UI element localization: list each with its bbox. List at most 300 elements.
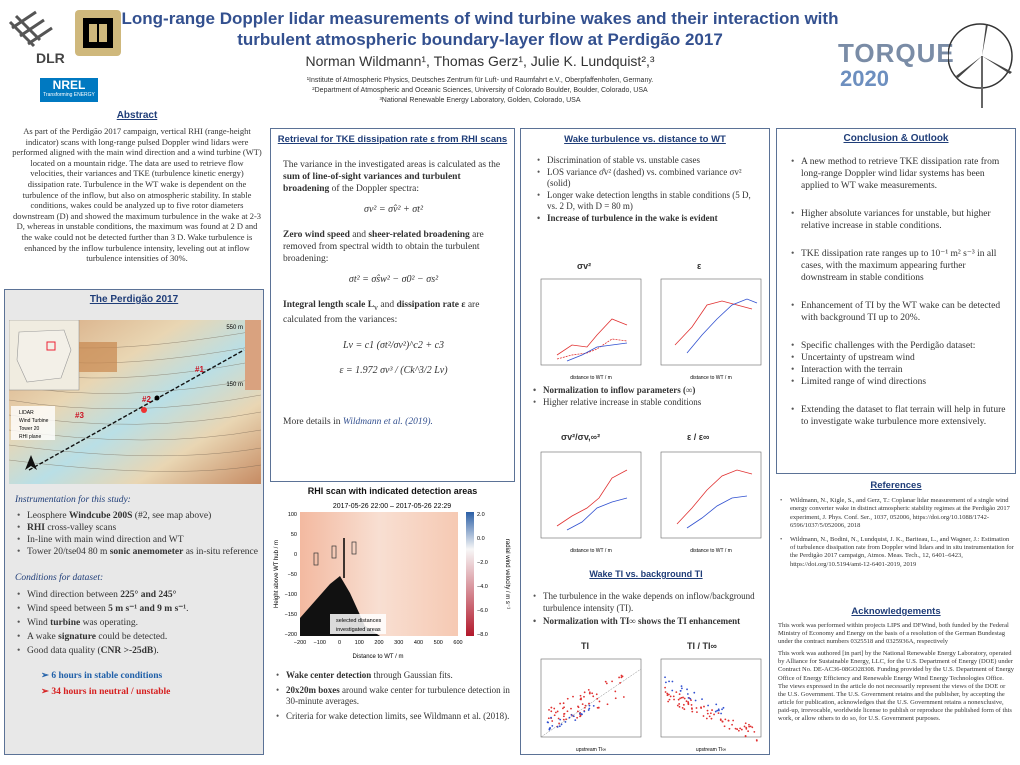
scatter-point	[718, 712, 720, 714]
nrel-text: NREL	[52, 78, 86, 92]
cond-item: • Wind speed between 5 m s⁻¹ and 9 m s⁻¹.	[15, 602, 259, 616]
instrumentation	[15, 494, 259, 698]
ack-p2: This work was authored [in part] by the National Renewable Energy Laboratory, operated by Alliance for Sustainable Energy, LLC, for the U.S. Department of Energy (DOE) under Contract No. DE-AC36-08GO28308. Funding provided by the U.S. Department of Energy Office of Energy Efficiency and Renewable Energy Wind Energy Technologies Office. The views expressed in the article do not necessarily represent the views of the DOE or the U.S. Government. The U.S. Government retains and the publisher, by accepting the article for publication, acknowledges that the U.S. Government retains a nonexclusive, paid-up, irrevocable, worldwide license to publish or reproduce the published form of this work, or allow others to do so, for U.S. Government purposes.	[778, 650, 1015, 723]
retrieval-panel	[270, 128, 515, 482]
scatter-point	[621, 675, 623, 677]
scatter-point	[731, 724, 733, 726]
rhi-x-tick: 400	[413, 640, 424, 646]
scatter-point	[551, 725, 553, 727]
authors: Norman Wildmann¹, Thomas Gerz¹, Julie K. Lundquist²,³	[305, 53, 655, 69]
scatter-point	[744, 726, 746, 728]
scatter-point	[679, 693, 681, 695]
rhi-colorbar-tick: 0.0	[477, 536, 485, 542]
scatter-point	[596, 693, 598, 695]
scatter-point	[673, 699, 675, 701]
scatter-point	[558, 722, 560, 724]
equation-broadening: σt² = σ̂sw² − σ0² − σs²	[348, 274, 439, 285]
scatter-point	[686, 688, 688, 690]
chart-xlabel: distance to WT / m	[690, 375, 732, 381]
scatter-point	[691, 704, 693, 706]
rhi-colorbar-tick: −2.0	[477, 560, 488, 566]
retrieval-title: Retrieval for TKE dissipation rate ε from RHI scans	[277, 134, 508, 145]
scatter-point	[664, 687, 666, 689]
scatter-point	[589, 693, 591, 695]
zoom-inset	[79, 342, 117, 372]
dlr-logo	[6, 8, 70, 66]
scatter-point	[550, 707, 552, 709]
rhi-bullet: • Criteria for wake detection limits, see Wildmann et al. (2018).	[274, 711, 512, 723]
more-details: More details in Wildmann et al. (2019).	[283, 416, 433, 427]
conclusion-panel	[776, 128, 1016, 474]
scatter-point	[605, 681, 607, 683]
legend-turbine: Wind Turbine	[19, 418, 49, 424]
torque-year: 2020	[840, 66, 889, 91]
wake-bullets	[521, 145, 769, 224]
rhi-plot	[270, 498, 515, 660]
instr-heading: Instrumentation for this study:	[15, 495, 131, 505]
conclusion-item: • Extending the dataset to flat terrain will help in future to investigate wake turbulence more extensively.	[789, 404, 1009, 428]
scatter-point	[745, 722, 747, 724]
rhi-section	[270, 486, 515, 756]
scatter-point	[583, 696, 585, 698]
scatter-point	[615, 697, 617, 699]
scatter-point	[748, 724, 750, 726]
rhi-ylabel: Height above WT hub / m	[274, 540, 280, 608]
scatter-point	[547, 722, 549, 724]
chart-eps-title: ε	[697, 261, 702, 271]
rhi-title: RHI scan with indicated detection areas	[307, 486, 478, 496]
chart-xlabel: distance to WT / m	[690, 548, 732, 554]
rhi-x-tick: 500	[433, 640, 443, 646]
rhi-colorbar-tick: −6.0	[477, 608, 488, 614]
wake-charts-top	[527, 261, 765, 381]
scatter-point	[703, 706, 705, 708]
scatter-point	[558, 718, 560, 720]
scatter-point	[756, 740, 758, 742]
conclusion-title: Conclusion & Outlook	[843, 133, 949, 144]
wake-bullet: • Higher relative increase in stable conditions	[531, 396, 763, 408]
reference-item: • Wildmann, N., Kigle, S., and Gerz, T.: Coplanar lidar measurement of a single wind energy converter wake in distinct atmospheric stability regimes at the Perdigão 2017 experiment, J. Phys. Conf. Ser., 1037, 052006, https://doi.org/10.1088/1742-6596/1037/5/052006, 2018	[778, 497, 1014, 531]
scatter-point	[559, 725, 561, 727]
scatter-point	[696, 711, 698, 713]
scatter-point	[574, 719, 576, 721]
scatter-point	[693, 692, 695, 694]
scatter-point	[577, 710, 579, 712]
scatter-point	[686, 700, 688, 702]
rhi-x-tick: 300	[394, 640, 404, 646]
chart-sigma-norm	[527, 448, 645, 554]
ack-p1: This work was performed within projects LIPS and DFWind, both funded by the Federal Ministry of Economy and Energy on the basis of a resolution of the German Bundestag under the contract numbers 0325518 and 0325936A, respectively	[778, 622, 1009, 646]
scatter-point	[665, 681, 667, 683]
unstable-hours: ➢ 34 hours in neutral / unstable	[41, 687, 171, 697]
cond-list	[15, 588, 259, 658]
scatter-point	[550, 710, 552, 712]
scatter-point	[549, 727, 551, 729]
scatter-point	[720, 713, 722, 715]
scatter-point	[703, 715, 705, 717]
scatter-point	[710, 712, 712, 714]
scatter-point	[689, 698, 691, 700]
scatter-point	[684, 698, 686, 700]
title-line-1: Long-range Doppler lidar measurements of wind turbine wakes and their interaction with	[121, 9, 839, 28]
conclusion-subitem: • Limited range of wind directions	[789, 376, 1009, 388]
scatter-point	[576, 717, 578, 719]
scatter-point	[668, 694, 670, 696]
scatter-point	[681, 687, 683, 689]
scatter-point	[563, 715, 565, 717]
scatter-point	[562, 707, 564, 709]
conclusion-item: • Enhancement of TI by the WT wake can be detected with background TI up to 20%.	[789, 300, 1009, 324]
scatter-point	[570, 708, 572, 710]
scatter-point	[555, 712, 557, 714]
map-label-1: #1	[195, 365, 204, 374]
scatter-point	[670, 696, 672, 698]
rhi-time: 2017-05-26 22:00 – 2017-05-26 22:29	[332, 503, 452, 510]
scatter-point	[673, 696, 675, 698]
scatter-point	[741, 729, 743, 731]
scatter-point	[585, 705, 587, 707]
instr-list	[15, 510, 259, 558]
rhi-y-tick: 50	[290, 532, 297, 538]
turbine-icon	[948, 20, 1018, 110]
rhi-y-tick: −100	[284, 592, 297, 598]
scatter-point	[667, 701, 669, 703]
scatter-point	[580, 695, 582, 697]
scatter-point	[732, 720, 734, 722]
scatter-point	[611, 680, 613, 682]
scatter-point	[614, 691, 616, 693]
scatter-point	[751, 726, 753, 728]
scatter-point	[665, 691, 667, 693]
wake-bullet: • LOS variance σ̂v² (dashed) vs. combined variance σv² (solid)	[535, 167, 761, 190]
retrieval-p3: Integral length scale $L_v$ and dissipation rate ε are calculated from the variances:	[283, 300, 480, 325]
scatter-point	[750, 725, 752, 727]
scatter-point	[567, 710, 569, 712]
scatter-point	[680, 690, 682, 692]
scatter-point	[559, 719, 561, 721]
scatter-point	[713, 714, 715, 716]
scatter-point	[668, 680, 670, 682]
equation-variance: σv² = σ̂v² + σt²	[364, 204, 423, 215]
conclusion-item: • Higher absolute variances for unstable, but higher relative increase in stable conditions.	[789, 208, 1009, 232]
scatter-point	[700, 706, 702, 708]
rhi-y-ticks	[285, 512, 297, 638]
poster-title	[115, 8, 845, 50]
scatter-point	[739, 727, 741, 729]
elevation-colorbar	[245, 320, 261, 390]
instr-item: • RHI cross-valley scans	[15, 522, 259, 534]
references-section	[778, 480, 1014, 598]
abstract-body: As part of the Perdigão 2017 campaign, vertical RHI (range-height indicator) scans with long-range pulsed Doppler wind lidars were performed aligned with the main wind direction and a wind turbine (WT) located on a mountain ridge. The data are used to retrieve flow velocities, their variances and TKE (turbulence kinetic energy) dissipation rate. Turbulence in the WT wake is dependent on the turbulence of the inflow, but also on atmospheric stability. In stable conditions, wakes could be analyzed up to five rotor diameters downstream (D) and showed the maximum turbulence in the wake at 2-3 D, whereas in unstable conditions, the maximum was found at 2 D and the wake could not be detected further than 3 D. Wake turbulence is enhanced by the inflow turbulence intensity, leveling out at inflow turbulence intensities of 30%.	[12, 126, 262, 264]
ti-title: Wake TI vs. background TI	[589, 569, 703, 579]
map-legend	[11, 406, 55, 440]
scatter-point	[592, 695, 594, 697]
scatter-point	[711, 718, 713, 720]
scatter-point	[721, 708, 723, 710]
scatter-point	[745, 735, 747, 737]
conclusion-subitem: • Uncertainty of upstream wind	[789, 352, 1009, 364]
scatter-point	[565, 721, 567, 723]
chart-eps	[647, 275, 765, 381]
scatter-point	[723, 707, 725, 709]
scatter-point	[678, 699, 680, 701]
scatter-point	[553, 708, 555, 710]
retrieval-p1: The variance in the investigated areas is calculated as the sum of line-of-sight variances and turbulent broadening of the Doppler spectra:	[283, 160, 501, 194]
scatter-point	[677, 705, 679, 707]
scatter-point	[701, 698, 703, 700]
conclusion-item: • Specific challenges with the Perdigão dataset:	[789, 340, 1009, 352]
scatter-point	[716, 710, 718, 712]
scatter-point	[678, 703, 680, 705]
instr-item: • Leosphere Windcube 200S (#2, see map above)	[15, 510, 259, 522]
legend-lidar: LIDAR	[19, 410, 34, 416]
turbine-marker	[155, 396, 160, 401]
chart-ti-norm-title: TI / TI∞	[687, 641, 717, 651]
dlr-text: DLR	[36, 50, 65, 66]
wake-charts-norm	[527, 432, 765, 556]
scatter-point	[557, 726, 559, 728]
perdigao-panel	[4, 289, 264, 755]
references-title: References	[870, 480, 922, 491]
chart-ti-title: TI	[581, 641, 589, 651]
retrieval-p2: Zero wind speed and sheer-related broadening are removed from spectral width to obtain the turbulent broadening:	[283, 230, 484, 264]
ti-bullet: • The turbulence in the wake depends on inflow/background turbulence intensity (TI).	[531, 591, 763, 614]
dlr-emblem-icon	[6, 8, 70, 66]
rhi-legend-areas: investigated areas	[336, 627, 381, 633]
scatter-point	[707, 713, 709, 715]
site-map	[9, 320, 261, 484]
rhi-x-tick: 100	[354, 640, 364, 646]
rhi-colorbar	[466, 512, 474, 636]
chart-ti-norm	[647, 655, 765, 753]
ti-bullets	[531, 591, 763, 628]
rhi-cblabel: radial wind velocity / m s⁻¹	[504, 538, 510, 610]
scatter-point	[683, 708, 685, 710]
affiliation-1: ¹Institute of Atmospheric Physics, Deutsches Zentrum für Luft- und Raumfahrt e.V., Oberpfaffenhofen, Germany.	[306, 77, 654, 84]
scatter-point	[623, 696, 625, 698]
affiliations	[230, 76, 730, 106]
rhi-colorbar-tick: −8.0	[477, 632, 488, 638]
scatter-point	[724, 725, 726, 727]
chart-sigma	[527, 275, 645, 381]
ti-xlabel: upstream TI∞	[575, 747, 607, 753]
torque-logo	[838, 20, 1018, 110]
rhi-x-tick: 600	[453, 640, 463, 646]
lidar-marker	[141, 407, 147, 413]
scatter-point	[696, 707, 698, 709]
scatter-point	[706, 718, 708, 720]
scatter-point	[722, 721, 724, 723]
scatter-point	[715, 703, 717, 705]
conclusion-item: • A new method to retrieve TKE dissipation rate from long-range Doppler wind lidar systems has been applied to WT wake measurements.	[789, 156, 1009, 192]
scatter-point	[691, 711, 693, 713]
conclusion-item: • TKE dissipation rate ranges up to 10⁻¹ m² s⁻³ in all cases, with the maximum appearing further downstream in stable conditions	[789, 248, 1009, 284]
scatter-point	[679, 706, 681, 708]
scatter-point	[571, 714, 573, 716]
scatter-point	[707, 710, 709, 712]
scatter-point	[581, 713, 583, 715]
conclusion-list	[777, 144, 1015, 428]
map-label-3: #3	[75, 411, 84, 420]
affiliation-2: ²Department of Atmospheric and Oceanic Sciences, University of Colorado Boulder, Boulder, Colorado, USA	[312, 87, 648, 94]
scatter-point	[682, 697, 684, 699]
scatter-point	[548, 717, 550, 719]
scatter-point	[691, 708, 693, 710]
nrel-logo	[40, 78, 98, 102]
scatter-point	[563, 719, 565, 721]
rhi-x-tick: 200	[374, 640, 384, 646]
rhi-x-tick: −100	[313, 640, 326, 646]
scatter-point	[724, 718, 726, 720]
ti-xlabel: upstream TI∞	[695, 747, 727, 753]
scatter-point	[584, 691, 586, 693]
scatter-point	[548, 709, 550, 711]
rhi-y-tick: −50	[287, 572, 297, 578]
scatter-point	[582, 703, 584, 705]
rhi-x-tick: 0	[337, 640, 342, 646]
scatter-point	[747, 730, 749, 732]
scatter-point	[563, 702, 565, 704]
scatter-point	[720, 718, 722, 720]
scatter-point	[584, 707, 586, 709]
scatter-point	[672, 681, 674, 683]
equation-length-scale: Lv = c1 (σt²/σv²)^c2 + c3	[342, 339, 445, 351]
scatter-point	[738, 730, 740, 732]
conclusion-subitem: • Interaction with the terrain	[789, 364, 1009, 376]
wake-bullet: • Longer wake detection lengths in stable conditions (5 D, vs. 2 D, with D = 80 m)	[535, 190, 761, 213]
scatter-point	[621, 676, 623, 678]
scatter-point	[569, 717, 571, 719]
ti-bullet: • Normalization with TI∞ shows the TI enhancement	[531, 616, 763, 628]
scatter-point	[681, 685, 683, 687]
scatter-point	[596, 698, 598, 700]
scatter-point	[618, 677, 620, 679]
scatter-point	[683, 704, 685, 706]
scatter-point	[715, 711, 717, 713]
chart-sigma-title: σv²	[577, 261, 592, 271]
reference-item: • Wildmann, N., Bodini, N., Lundquist, J. K., Bariteau, L., and Wagner, J.: Estimation of turbulence dissipation rate from Doppler wind lidars and in situ instrumentation for the Perdigão 2017 campaign, Atmos. Meas. Tech., 12, 6401–6423, https://doi.org/10.5194/amt-12-6401-2019, 2019	[778, 536, 1014, 570]
scatter-point	[735, 728, 737, 730]
scatter-point	[599, 701, 601, 703]
scatter-point	[579, 715, 581, 717]
scatter-point	[711, 709, 713, 711]
chart-ti	[527, 655, 645, 753]
cond-heading: Conditions for dataset:	[15, 573, 104, 583]
rhi-x-ticks	[294, 640, 463, 646]
scatter-point	[664, 676, 666, 678]
chart-sigma-norm-title: σv²/σv,∞²	[561, 432, 601, 442]
scatter-point	[718, 708, 720, 710]
scatter-point	[554, 714, 556, 716]
rhi-bullets	[274, 670, 512, 722]
wake-title: Wake turbulence vs. distance to WT	[564, 134, 726, 145]
scatter-point	[579, 713, 581, 715]
scatter-point	[688, 697, 690, 699]
scatter-point	[593, 705, 595, 707]
scatter-point	[583, 711, 585, 713]
scatter-point	[709, 715, 711, 717]
wake-bullet: • Increase of turbulence in the wake is evident	[535, 213, 761, 225]
scatter-point	[666, 693, 668, 695]
elev-max: 550 m	[226, 325, 243, 331]
scatter-point	[619, 682, 621, 684]
affiliation-3: ³National Renewable Energy Laboratory, Golden, Colorado, USA	[379, 97, 581, 104]
abstract-section	[12, 110, 262, 285]
wake-bullet: • Normalization to inflow parameters (∞)	[531, 384, 763, 396]
rhi-colorbar-tick: 2.0	[477, 512, 485, 518]
rhi-colorbar-ticks	[477, 512, 488, 638]
rhi-y-tick: 100	[287, 512, 297, 518]
legend-rhi: RHI plane	[19, 434, 42, 440]
rhi-xlabel: Distance to WT / m	[352, 654, 404, 660]
references-list	[778, 497, 1014, 569]
elev-min: 150 m	[226, 382, 243, 388]
instr-item: • In-line with main wind direction and WT	[15, 534, 259, 546]
rhi-bullet: • Wake center detection through Gaussian fits.	[274, 670, 512, 682]
scatter-point	[551, 720, 553, 722]
scatter-point	[565, 718, 567, 720]
scatter-point	[736, 728, 738, 730]
equation-dissipation: ε = 1.972 σv³ / (Ck^3/2 Lv)	[339, 364, 448, 376]
scatter-point	[588, 703, 590, 705]
scatter-point	[687, 693, 689, 695]
torque-text: TORQUE	[838, 38, 955, 68]
cond-item: • A wake signature could be detected.	[15, 630, 259, 644]
cond-item: • Wind turbine was operating.	[15, 616, 259, 630]
ti-charts	[527, 641, 765, 753]
ack-section	[778, 606, 1014, 760]
chart-eps-norm	[647, 448, 765, 554]
scatter-point	[753, 731, 755, 733]
scatter-point	[671, 690, 673, 692]
wake-bullet: • Discrimination of stable vs. unstable cases	[535, 155, 761, 167]
abstract-title: Abstract	[116, 110, 158, 121]
scatter-point	[669, 699, 671, 701]
scatter-point	[606, 683, 608, 685]
rhi-legend-selected: selected distances	[336, 618, 382, 624]
scatter-point	[589, 705, 591, 707]
scatter-point	[679, 697, 681, 699]
rhi-y-tick: 0	[293, 552, 297, 558]
scatter-point	[588, 709, 590, 711]
scatter-point	[745, 727, 747, 729]
scatter-point	[695, 700, 697, 702]
retrieval-body	[271, 145, 514, 428]
scatter-point	[573, 715, 575, 717]
scatter-point	[559, 703, 561, 705]
rhi-bullet: • 20x20m boxes around wake center for turbulence detection in 30-minute averages.	[274, 685, 512, 708]
rhi-y-tick: −200	[284, 632, 297, 638]
wake-bullets-2	[531, 384, 763, 408]
scatter-point	[567, 698, 569, 700]
scatter-point	[577, 705, 579, 707]
rhi-x-tick: −200	[293, 640, 307, 646]
scatter-point	[580, 697, 582, 699]
perdigao-title: The Perdigão 2017	[89, 294, 179, 305]
scatter-point	[675, 691, 677, 693]
instr-item: • Tower 20/tse04 80 m sonic anemometer as in-situ reference	[15, 546, 259, 558]
scatter-point	[729, 728, 731, 730]
chart-xlabel: distance to WT / m	[570, 375, 612, 381]
cond-item: • Wind direction between 225° and 245°	[15, 588, 259, 602]
chart-eps-norm-title: ε / ε∞	[687, 432, 710, 442]
title-line-2: turbulent atmospheric boundary-layer flow at Perdigão 2017	[237, 30, 723, 49]
legend-tower: Tower 20	[19, 426, 40, 432]
scatter-point	[550, 717, 552, 719]
scatter-point	[557, 711, 559, 713]
scatter-point	[572, 696, 574, 698]
scatter-point	[682, 707, 684, 709]
